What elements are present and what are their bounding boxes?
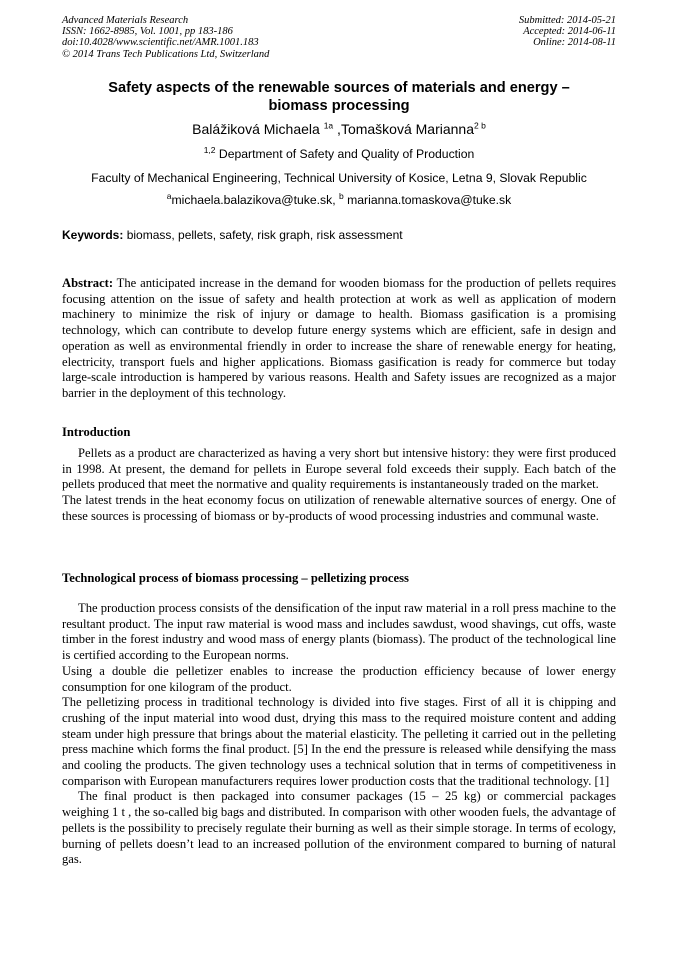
keywords-label: Keywords: [62, 228, 124, 242]
title-line-1: Safety aspects of the renewable sources of materials and energy – [108, 80, 570, 96]
dept-sup: 1,2 [203, 144, 216, 155]
title-line-2: biomass processing [268, 97, 410, 114]
paper-title [62, 80, 616, 115]
author-list [62, 120, 616, 138]
email-b: marianna.tomaskova@tuke.sk [347, 193, 512, 207]
submitted-date: Submitted: 2014-05-21 [518, 15, 616, 26]
dates-header [519, 15, 616, 49]
author-2-sup: 2 b [474, 120, 486, 131]
keywords-text: biomass, pellets, safety, risk graph, risk assessment [123, 228, 403, 242]
affiliation-department: $^{1,2}$ Department of Safety and Quality of Production [203, 144, 475, 161]
journal-name: Advanced Materials Research [62, 15, 189, 26]
accepted-date: Accepted: 2014-06-11 [523, 26, 616, 38]
abstract-paragraph [62, 276, 616, 402]
author-separator: , [333, 121, 341, 137]
introduction-heading: Introduction [62, 425, 131, 439]
copyright-line: © 2014 Trans Tech Publications Ltd, Switzerland [62, 48, 270, 60]
intro-paragraph-2: The latest trends in the heat economy focus on utilization of renewable alternative sources of energy. One of these sources is processing of biomass or by-products of wood processing industries and communal waste. [62, 493, 616, 523]
process-heading: Technological process of biomass processing – pelletizing process [62, 571, 409, 585]
author-2: Tomašková Marianna [340, 121, 474, 137]
affiliation-faculty: Faculty of Mechanical Engineering, Technical University of Kosice, Letna 9, Slovak Republic [91, 171, 587, 185]
author-1: Balážiková Michaela [192, 121, 320, 137]
process-section [62, 601, 616, 868]
author-1-sup: 1a [323, 120, 334, 131]
email-line [62, 190, 616, 208]
journal-header [62, 15, 269, 60]
process-paragraph-1: The production process consists of the densification of the input raw material in a roll press machine to the resultant product. The input raw material is wood mass and includes sawdust, wood shavings, cut offs, waste timber in the forest industry and wood mass of energy plants (biomass). The product of the technological line is certified according to the European norms. [62, 601, 616, 663]
online-date: Online: 2014-08-11 [533, 37, 616, 49]
issn-line: ISSN: 1662-8985, Vol. 1001, pp 183-186 [62, 26, 233, 38]
process-paragraph-2: Using a double die pelletizer enables to increase the production efficiency because of lower energy consumption for one kilogram of the product. [62, 663, 616, 694]
keywords-line [62, 228, 616, 243]
doi-line: doi:10.4028/www.scientific.net/AMR.1001.183 [62, 37, 259, 49]
intro-paragraph-1: Pellets as a product are characterized as having a very short but intensive history: they were first produced in 1998. At present, the demand for pellets in Europe several fold exceeds their supply. Each batch of the pellets produced that meet the normative and quality requirements is instantaneously traded on the market. [62, 446, 616, 492]
abstract-text: The anticipated increase in the demand for wooden biomass for the production of pellets requires focusing attention on the issue of safety and health protection at work as well as application of modern machinery to minimize the risk of injury or damage to health. Biomass gasification is a promising technology, which can contribute to develop future energy systems which are efficient, safe in design and operation as well as environmental friendly in order to increase the share of renewable energy for heating, electricity, transport fuels and higher applications. Biomass gasification is ready for commerce but today large-scale introduction is hampered by various reasons. Health and Safety issues are recognized as a major barrier in the deployment of this technology. [62, 276, 616, 400]
process-paragraph-3: The pelletizing process in traditional technology is divided into five stages. First of all it is chipping and crushing of the input material into wood dust, drying this mass to the required moisture content and adding steam under high pressure that brings about the material elasticity. The pelleting it carried out in the pelleting press machine which forms the final product. [5] In the end the pressure is released while densifying the mass and cooling the products. The given technology uses a technical solution that in terms of competitiveness in comparison with European manufacturers requires lower production costs that the traditional technology. [1] [62, 695, 616, 788]
email-b-sup: b [339, 190, 344, 201]
abstract-label: Abstract: [62, 276, 114, 290]
introduction-section [62, 446, 616, 525]
process-paragraph-4: The final product is then packaged into consumer packages (15 – 25 kg) or commercial packages weighing 1 t , the so-called big bags and distributed. In comparison with other wooden fuels, the advantage of pellets is the possibility to precisely regulate their burning as well as their simple storage. In terms of ecology, burning of pellets doesn’t lead to an increased pollution of the environment compared to burning of natural gas. [62, 789, 616, 867]
email-a: michaela.balazikova@tuke.sk, [171, 193, 336, 207]
email-a-sup: a [166, 190, 172, 201]
